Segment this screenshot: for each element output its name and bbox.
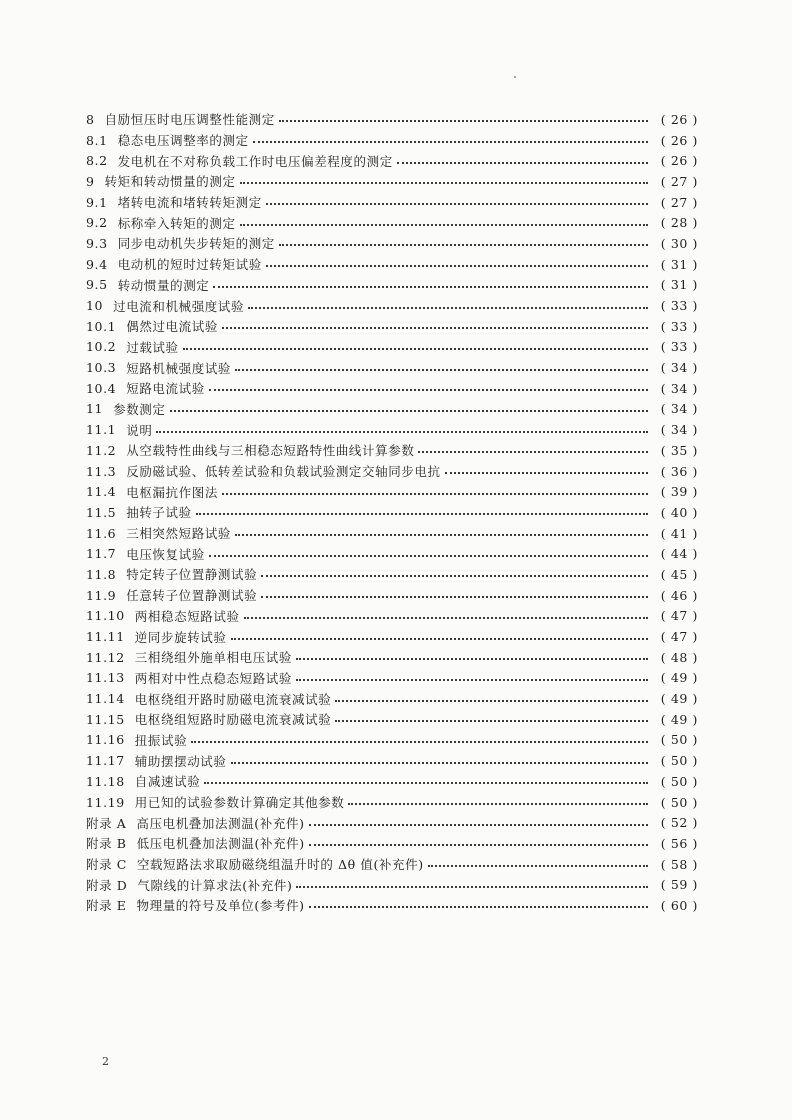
toc-entry-title: 参数测定 [113, 401, 166, 417]
toc-entry-title: 从空载特性曲线与三相稳态短路特性曲线计算参数 [126, 443, 415, 459]
toc-entry-page: ( 50 ) [660, 773, 698, 789]
toc-entry-number: 10.3 [86, 360, 117, 376]
toc-entry-title: 电动机的短时过转矩试验 [117, 257, 262, 273]
toc-dot-leader [253, 141, 648, 143]
toc-entry-number: 附录 D [86, 877, 128, 893]
toc-entry-title: 辅助摆摆动试验 [134, 753, 227, 769]
toc-entry-page: ( 34 ) [660, 401, 698, 417]
toc-entry-title: 短路机械强度试验 [126, 360, 232, 376]
toc-dot-leader [240, 182, 648, 184]
toc-entry [86, 419, 698, 440]
toc-entry-page: ( 40 ) [660, 504, 698, 520]
toc-entry-title: 高压电机叠加法测温(补充件) [136, 815, 305, 831]
toc-entry-title: 电枢绕组开路时励磁电流衰减试验 [134, 691, 332, 707]
toc-entry-number: 11.13 [86, 670, 125, 686]
toc-entry-number: 11.18 [86, 773, 125, 789]
toc-entry-title: 两相对中性点稳态短路试验 [134, 670, 292, 686]
toc-entry-page: ( 47 ) [660, 629, 698, 645]
toc-entry-title: 三相突然短路试验 [126, 526, 232, 542]
toc-entry-number: 附录 E [86, 898, 127, 914]
toc-entry [86, 688, 698, 709]
toc-dot-leader [209, 389, 648, 391]
toc-entry-number: 11.8 [86, 566, 117, 582]
toc-dot-leader [191, 741, 648, 743]
toc-entry-page: ( 58 ) [660, 856, 698, 872]
toc-entry-title: 自减速试验 [134, 774, 201, 790]
toc-dot-leader [348, 803, 648, 805]
toc-entry [86, 275, 698, 296]
toc-entry [86, 316, 698, 337]
toc-dot-leader [231, 638, 649, 640]
toc-entry-title: 自励恒压时电压调整性能测定 [104, 112, 275, 128]
toc-entry [86, 709, 698, 730]
toc-entry [86, 626, 698, 647]
toc-entry-number: 11.12 [86, 649, 125, 665]
toc-entry-number: 8.2 [86, 153, 108, 169]
toc-dot-leader [170, 410, 648, 412]
toc-dot-leader [397, 162, 648, 164]
toc-dot-leader [335, 700, 648, 702]
toc-entry-title: 同步电动机失步转矩的测定 [117, 236, 275, 252]
toc-entry-page: ( 35 ) [660, 442, 698, 458]
toc-entry-page: ( 52 ) [660, 815, 698, 831]
toc-entry-title: 偶然过电流试验 [126, 319, 218, 335]
toc-entry-title: 发电机在不对称负载工作时电压偏差程度的测定 [117, 153, 393, 169]
toc-entry-page: ( 33 ) [660, 318, 698, 334]
toc-entry [86, 668, 698, 689]
toc-entry-title: 稳态电压调整率的测定 [117, 133, 249, 149]
toc-entry [86, 233, 698, 254]
toc-entry-number: 9.1 [86, 194, 108, 210]
toc-entry-page: ( 36 ) [660, 463, 698, 479]
toc-dot-leader [335, 720, 648, 722]
toc-entry-number: 11 [86, 401, 104, 417]
toc-entry-number: 11.7 [86, 546, 117, 562]
toc-entry-page: ( 27 ) [660, 173, 698, 189]
toc-entry [86, 730, 698, 751]
toc-entry [86, 150, 698, 171]
toc-entry [86, 771, 698, 792]
toc-entry-number: 11.17 [86, 753, 125, 769]
toc-dot-leader [222, 327, 648, 329]
toc-entry-number: 8.1 [86, 132, 108, 148]
toc-entry-page: ( 33 ) [660, 298, 698, 314]
toc-dot-leader [183, 348, 648, 350]
toc-dot-leader [213, 286, 648, 288]
toc-dot-leader [261, 596, 648, 598]
toc-entry-number: 9.4 [86, 256, 108, 272]
toc-entry-page: ( 34 ) [660, 360, 698, 376]
toc-entry-number: 10.2 [86, 339, 117, 355]
toc-entry [86, 171, 698, 192]
toc-entry-title: 电枢绕组短路时励磁电流衰减试验 [134, 712, 332, 728]
toc-entry-title: 过电流和机械强度试验 [113, 298, 245, 314]
toc-entry-title: 说明 [126, 422, 153, 438]
toc-entry-title: 抽转子试验 [126, 505, 192, 521]
toc-entry [86, 192, 698, 213]
toc-entry-number: 9.5 [86, 277, 108, 293]
toc-entry-page: ( 48 ) [660, 649, 698, 665]
toc-entry [86, 337, 698, 358]
toc-entry-page: ( 34 ) [660, 422, 698, 438]
toc-dot-leader [309, 844, 648, 846]
toc-entry-number: 11.5 [86, 504, 117, 520]
toc-dot-leader [309, 906, 648, 908]
toc-entry-number: 11.19 [86, 794, 125, 810]
toc-entry-number: 11.10 [86, 608, 125, 624]
toc-entry-number: 附录 B [86, 836, 127, 852]
toc-entry-page: ( 50 ) [660, 753, 698, 769]
toc-entry [86, 647, 698, 668]
toc-entry-number: 9.3 [86, 235, 108, 251]
toc-entry-page: ( 46 ) [660, 587, 698, 603]
toc-entry [86, 895, 698, 916]
toc-entry-page: ( 60 ) [660, 897, 698, 913]
toc-entry-page: ( 26 ) [660, 132, 698, 148]
toc-entry [86, 564, 698, 585]
toc-entry-title: 空载短路法求取励磁绕组温升时的 Δθ 值(补充件) [136, 857, 424, 873]
toc-entry [86, 254, 698, 275]
toc-entry-title: 转动惯量的测定 [117, 277, 210, 293]
toc-dot-leader [309, 824, 648, 826]
toc-entry-page: ( 44 ) [660, 546, 698, 562]
toc-entry-number: 11.3 [86, 463, 117, 479]
toc-entry [86, 212, 698, 233]
toc-entry-title: 短路电流试验 [126, 381, 205, 397]
toc-entry-title: 任意转子位置静测试验 [126, 588, 258, 604]
toc-entry [86, 295, 698, 316]
toc-entry [86, 399, 698, 420]
toc-entry [86, 130, 698, 151]
toc-dot-leader [204, 782, 648, 784]
toc-dot-leader [428, 865, 648, 867]
toc-entry-number: 10.1 [86, 318, 117, 334]
toc-entry-title: 电枢漏抗作图法 [126, 484, 218, 500]
toc-entry-number: 附录 C [86, 857, 127, 873]
toc-entry [86, 854, 698, 875]
toc-entry-number: 9.2 [86, 215, 108, 231]
toc-dot-leader [279, 244, 648, 246]
toc-entry-number: 附录 A [86, 815, 127, 831]
toc-entry-page: ( 34 ) [660, 380, 698, 396]
table-of-contents [86, 109, 698, 916]
page-number: 2 [102, 1055, 109, 1068]
toc-entry-title: 过载试验 [126, 339, 179, 355]
toc-entry [86, 461, 698, 482]
toc-entry-title: 特定转子位置静测试验 [126, 567, 258, 583]
toc-dot-leader [418, 451, 648, 453]
toc-dot-leader [296, 679, 648, 681]
toc-entry-page: ( 59 ) [660, 877, 698, 893]
toc-entry-number: 10.4 [86, 380, 117, 396]
toc-dot-leader [266, 265, 648, 267]
toc-dot-leader [222, 493, 648, 495]
toc-dot-leader [235, 369, 648, 371]
toc-entry-number: 11.9 [86, 587, 117, 603]
toc-entry [86, 833, 698, 854]
toc-entry [86, 543, 698, 564]
toc-entry-page: ( 56 ) [660, 835, 698, 851]
toc-entry-page: ( 26 ) [660, 111, 698, 127]
toc-entry [86, 585, 698, 606]
toc-entry-title: 电压恢复试验 [126, 546, 205, 562]
toc-entry [86, 750, 698, 771]
toc-entry-page: ( 49 ) [660, 711, 698, 727]
toc-entry-number: 11.2 [86, 442, 117, 458]
toc-entry-number: 11.1 [86, 422, 117, 438]
toc-dot-leader [261, 575, 648, 577]
toc-entry-page: ( 30 ) [660, 235, 698, 251]
scan-speck [514, 76, 516, 78]
toc-entry-number: 11.4 [86, 484, 117, 500]
toc-entry-page: ( 49 ) [660, 691, 698, 707]
toc-dot-leader [196, 513, 648, 515]
toc-dot-leader [266, 203, 648, 205]
toc-entry [86, 481, 698, 502]
toc-dot-leader [244, 617, 648, 619]
toc-entry-page: ( 50 ) [660, 732, 698, 748]
toc-entry-page: ( 26 ) [660, 153, 698, 169]
toc-entry-page: ( 41 ) [660, 525, 698, 541]
toc-entry [86, 792, 698, 813]
toc-entry-number: 11.15 [86, 711, 125, 727]
toc-entry-page: ( 27 ) [660, 194, 698, 210]
toc-entry [86, 440, 698, 461]
toc-entry-number: 11.14 [86, 691, 125, 707]
toc-entry-number: 10 [86, 298, 104, 314]
toc-entry-page: ( 39 ) [660, 484, 698, 500]
toc-entry-title: 气隙线的计算求法(补充件) [137, 877, 293, 893]
toc-entry-number: 11.11 [86, 629, 125, 645]
toc-dot-leader [445, 472, 648, 474]
toc-entry-title: 标称牵入转矩的测定 [117, 215, 236, 231]
toc-dot-leader [231, 762, 649, 764]
toc-dot-leader [296, 886, 648, 888]
toc-dot-leader [279, 120, 648, 122]
toc-entry-number: 11.6 [86, 525, 117, 541]
toc-entry-page: ( 31 ) [660, 256, 698, 272]
toc-entry-number: 9 [86, 173, 95, 189]
toc-entry [86, 109, 698, 130]
toc-entry-title: 反励磁试验、低转差试验和负载试验测定交轴同步电抗 [126, 464, 441, 480]
toc-entry-number: 11.16 [86, 732, 125, 748]
toc-entry [86, 523, 698, 544]
toc-entry [86, 357, 698, 378]
toc-entry-page: ( 50 ) [660, 794, 698, 810]
toc-entry-title: 转矩和转动惯量的测定 [104, 174, 236, 190]
toc-entry-title: 两相稳态短路试验 [134, 608, 240, 624]
toc-dot-leader [296, 658, 648, 660]
toc-entry [86, 606, 698, 627]
toc-entry [86, 812, 698, 833]
toc-entry-title: 低压电机叠加法测温(补充件) [136, 836, 305, 852]
toc-entry-title: 堵转电流和堵转转矩测定 [117, 195, 262, 211]
toc-entry-page: ( 31 ) [660, 277, 698, 293]
toc-entry-number: 8 [86, 111, 95, 127]
toc-entry-title: 扭振试验 [134, 732, 188, 748]
toc-dot-leader [235, 534, 648, 536]
toc-entry-title: 逆同步旋转试验 [134, 629, 227, 645]
toc-entry-title: 三相绕组外施单相电压试验 [134, 650, 292, 666]
toc-entry-title: 物理量的符号及单位(参考件) [136, 898, 305, 914]
toc-entry [86, 378, 698, 399]
toc-entry [86, 502, 698, 523]
toc-dot-leader [156, 431, 648, 433]
toc-entry-page: ( 28 ) [660, 215, 698, 231]
toc-entry-page: ( 45 ) [660, 566, 698, 582]
toc-entry-page: ( 49 ) [660, 670, 698, 686]
toc-dot-leader [248, 307, 648, 309]
toc-dot-leader [240, 224, 648, 226]
toc-entry [86, 874, 698, 895]
toc-dot-leader [209, 555, 648, 557]
toc-entry-title: 用已知的试验参数计算确定其他参数 [134, 795, 345, 811]
toc-entry-page: ( 33 ) [660, 339, 698, 355]
toc-entry-page: ( 47 ) [660, 608, 698, 624]
